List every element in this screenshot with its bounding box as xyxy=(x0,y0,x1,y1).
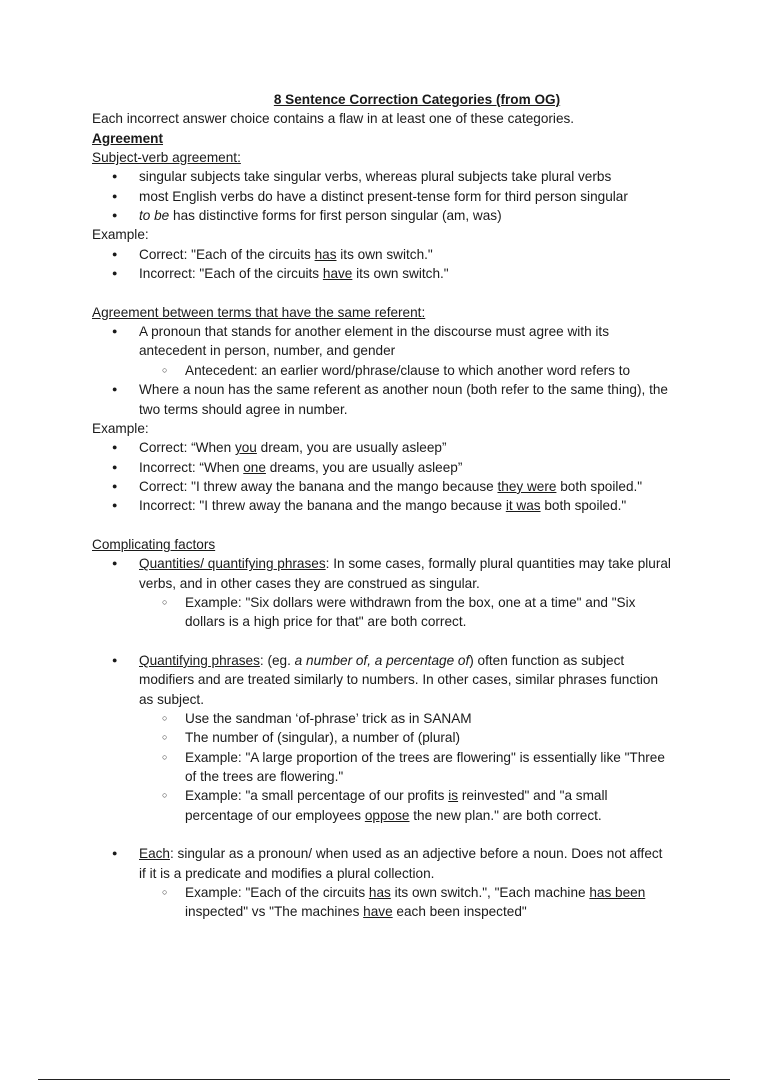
italic-text: a number of, a percentage of xyxy=(294,652,470,668)
underlined-text: you xyxy=(234,440,257,456)
text-run: modifiers and are treated similarly to numbers. In other cases, similar phrases function xyxy=(139,672,659,688)
bullet-item xyxy=(92,206,712,225)
text-run: Correct: “When xyxy=(139,440,235,456)
text-run: Example: xyxy=(92,420,149,436)
text-run: The number of (singular), a number of (plural) xyxy=(185,730,461,746)
text-run: inspected" vs "The machines xyxy=(185,904,364,920)
bullet-item-continuation xyxy=(92,670,712,689)
bullet-item-continuation xyxy=(92,574,712,593)
bullet-item xyxy=(92,187,712,206)
paragraph-line xyxy=(92,148,712,167)
underlined-text: Agreement between terms that have the same referent: xyxy=(92,304,426,320)
italic-text: to be xyxy=(139,208,170,224)
paragraph-line xyxy=(92,535,712,554)
underlined-text: has been xyxy=(589,885,646,901)
underlined-text: have xyxy=(363,904,393,920)
sub-bullet-item xyxy=(92,728,712,747)
sub-bullet-item xyxy=(92,593,712,612)
bullet-item xyxy=(92,477,712,496)
text-run: antecedent in person, number, and gender xyxy=(139,343,396,359)
underlined-text: Each xyxy=(139,846,170,862)
text-run: most English verbs do have a distinct present-tense form for third person singular xyxy=(139,188,628,204)
text-run: : singular as a pronoun/ when used as an adjective before a noun. Does not affect xyxy=(169,846,663,862)
text-run: its own switch." xyxy=(352,266,449,282)
text-run: Incorrect: "I threw away the banana and the mango because xyxy=(139,498,506,514)
underlined-text: Complicating factors xyxy=(92,536,216,552)
text-run: Antecedent: an earlier word/phrase/clause to which another word refers to xyxy=(185,362,631,378)
paragraph-line xyxy=(92,109,712,128)
bullet-item-continuation xyxy=(92,400,712,419)
text-run: Use the sandman ‘of-phrase’ trick as in SANAM xyxy=(185,711,472,726)
text-run: both spoiled." xyxy=(540,498,627,514)
text-run: dreams, you are usually asleep” xyxy=(265,459,463,475)
text-run: of the trees are flowering." xyxy=(185,769,344,785)
text-run: Correct: "I threw away the banana and the mango because xyxy=(139,478,498,494)
bullet-item xyxy=(92,380,712,399)
underlined-text: has xyxy=(368,885,391,901)
text-run: Where a noun has the same referent as another noun (both refer to the same thing), the xyxy=(139,382,668,398)
bullet-item-continuation xyxy=(92,690,712,709)
sub-bullet-item-continuation xyxy=(92,902,712,921)
sub-bullet-item-continuation xyxy=(92,767,712,786)
bullet-item xyxy=(92,458,712,477)
bullet-item xyxy=(92,167,712,186)
text-run: two terms should agree in number. xyxy=(139,401,348,417)
text-run: each been inspected" xyxy=(392,904,527,920)
bullet-item xyxy=(92,844,712,863)
underlined-text: Quantities/ quantifying phrases xyxy=(139,556,326,572)
blank-line xyxy=(92,825,712,844)
blank-line xyxy=(92,516,712,535)
bullet-item xyxy=(92,438,712,457)
text-run: Example: "a small percentage of our profits xyxy=(185,788,449,804)
text-run: dollars is a high price for that" are both correct. xyxy=(185,614,467,630)
sub-bullet-item-continuation xyxy=(92,806,712,825)
text-run: the new plan." are both correct. xyxy=(409,807,602,823)
paragraph-line xyxy=(92,225,712,244)
text-run: has distinctive forms for first person singular (am, was) xyxy=(169,208,502,224)
text-run: percentage of our employees xyxy=(185,807,365,823)
text-run: : In some cases, formally plural quantities may take plural xyxy=(325,556,671,572)
text-run: both spoiled." xyxy=(556,478,643,494)
document-body xyxy=(92,90,712,922)
bullet-item-continuation xyxy=(92,864,712,883)
text-run: Incorrect: "Each of the circuits xyxy=(139,266,323,282)
bullet-item xyxy=(92,651,712,670)
document-title xyxy=(92,90,712,109)
underlined-text: it was xyxy=(505,498,541,514)
section-heading xyxy=(92,129,712,148)
text-run: A pronoun that stands for another element in the discourse must agree with its xyxy=(139,324,610,340)
paragraph-line xyxy=(92,303,712,322)
text-run: Agreement xyxy=(92,130,164,146)
text-run: singular subjects take singular verbs, whereas plural subjects take plural verbs xyxy=(139,169,612,185)
text-run: its own switch.", "Each machine xyxy=(390,885,590,901)
underlined-text: has xyxy=(314,246,337,262)
text-run: dream, you are usually asleep” xyxy=(256,440,447,456)
bullet-item xyxy=(92,245,712,264)
text-run: verbs, and in other cases they are construed as singular. xyxy=(139,575,480,591)
text-run: ) often function as subject xyxy=(469,652,625,668)
underlined-text: Quantifying phrases xyxy=(139,652,260,668)
underlined-text: is xyxy=(448,788,459,804)
text-run: Each incorrect answer choice contains a flaw in at least one of these categories. xyxy=(92,111,575,127)
bullet-item xyxy=(92,322,712,341)
sub-bullet-item xyxy=(92,709,712,728)
sub-bullet-item xyxy=(92,361,712,380)
text-run: Example: "Each of the circuits xyxy=(185,885,369,901)
underlined-text: oppose xyxy=(364,807,410,823)
paragraph-line xyxy=(92,419,712,438)
page-footer-divider xyxy=(38,1079,730,1080)
bullet-item xyxy=(92,554,712,573)
text-run: Example: xyxy=(92,227,149,243)
text-run: reinvested" and "a small xyxy=(458,788,608,804)
underlined-text: they were xyxy=(497,478,557,494)
text-run: as subject. xyxy=(139,691,204,707)
text-run: if it is a predicate and modifies a plural collection. xyxy=(139,865,435,881)
sub-bullet-item-continuation xyxy=(92,612,712,631)
text-run: : (eg. xyxy=(259,652,295,668)
text-run: Example: "A large proportion of the trees are flowering" is essentially like "Three xyxy=(185,749,665,765)
underlined-text: Subject-verb agreement: xyxy=(92,150,241,166)
underlined-text: have xyxy=(322,266,353,282)
sub-bullet-item xyxy=(92,748,712,767)
text-run: 8 Sentence Correction Categories (from OG) xyxy=(273,92,561,107)
blank-line xyxy=(92,632,712,651)
bullet-item xyxy=(92,264,712,283)
sub-bullet-item xyxy=(92,786,712,805)
bullet-item xyxy=(92,496,712,515)
text-run: Correct: "Each of the circuits xyxy=(139,246,315,262)
text-run: Incorrect: “When xyxy=(139,459,244,475)
text-run: its own switch." xyxy=(336,246,433,262)
sub-bullet-item xyxy=(92,883,712,902)
blank-line xyxy=(92,283,712,302)
bullet-item-continuation xyxy=(92,341,712,360)
underlined-text: one xyxy=(243,459,266,475)
text-run: Example: "Six dollars were withdrawn from the box, one at a time" and "Six xyxy=(185,594,636,610)
